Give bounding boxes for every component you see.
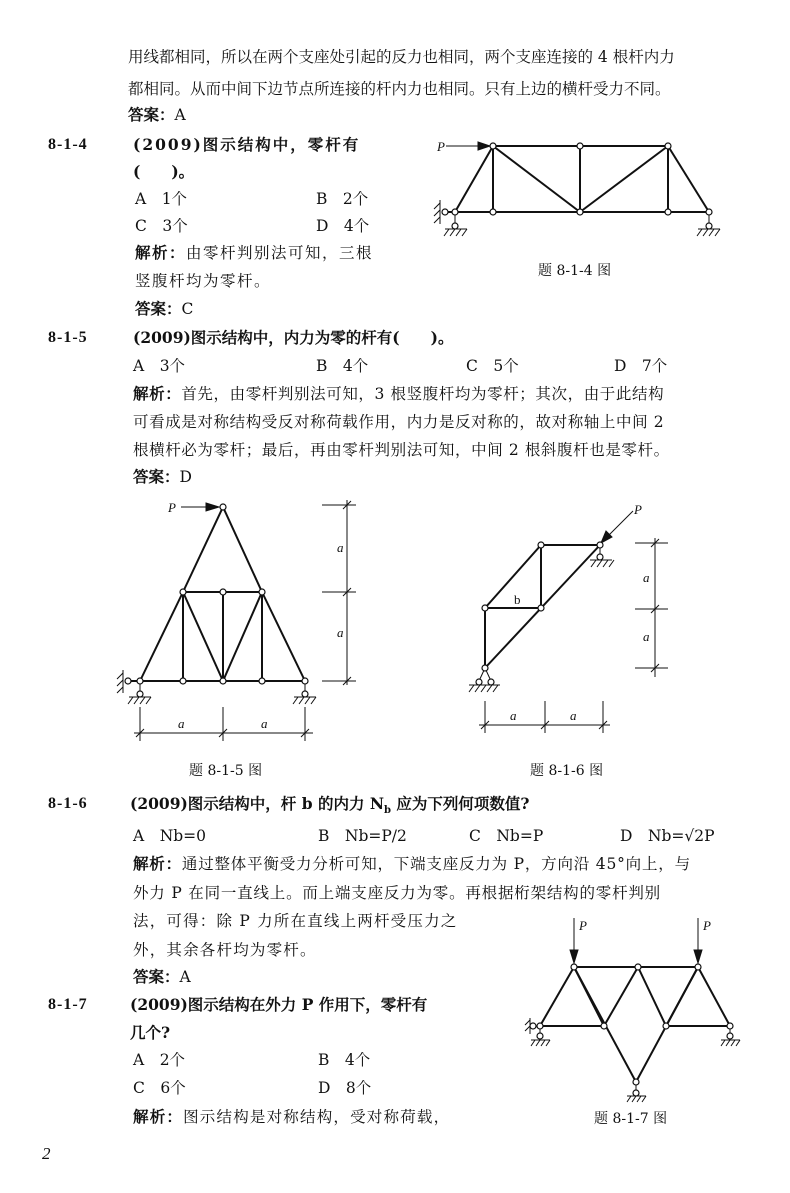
figure-caption: 题 8-1-6 图 [530, 763, 604, 779]
answer-value: D [179, 468, 192, 486]
analysis-label: 解析： [133, 1107, 184, 1126]
intro-line-1: 用线都相同，所以在两个支座处引起的反力也相同，两个支座连接的 4 根杆内力 [128, 48, 675, 66]
force-label: P [168, 500, 176, 515]
option-a: A 2个 [133, 1051, 186, 1069]
force-label: P [579, 918, 587, 933]
answer-label: 答案： [133, 467, 180, 486]
dim-label: a [337, 625, 344, 640]
question-number: 8-1-5 [48, 329, 88, 346]
question-stem: (2009)图示结构中，零杆有 [133, 135, 361, 154]
question-number: 8-1-4 [48, 136, 88, 153]
dim-label: a [510, 708, 517, 723]
question-stem: (2009)图示结构中，内力为零的杆有( )。 [133, 328, 454, 347]
option-d: D 8个 [318, 1079, 372, 1097]
stem-text: (2009)图示结构中，杆 b 的内力 N [130, 794, 385, 813]
analysis-line-3: 法，可得：除 P 力所在直线上两杆受压力之 [133, 912, 458, 930]
dim-label: a [178, 716, 185, 731]
force-label: P [703, 918, 711, 933]
page-number: 2 [42, 1144, 51, 1163]
dim-label: a [643, 629, 650, 644]
analysis-text: 由零杆判别法可知，三根 [186, 244, 374, 262]
analysis-label: 解析： [133, 854, 182, 873]
dim-label: a [643, 570, 650, 585]
dim-label: a [570, 708, 577, 723]
option-a: A Nb=0 [133, 827, 207, 845]
answer-label: 答案： [133, 967, 180, 986]
question-number: 8-1-7 [48, 996, 88, 1013]
answer-value: C [181, 300, 194, 318]
option-d: D 4个 [316, 217, 370, 235]
option-c: C 5个 [466, 357, 519, 375]
analysis-text: 图示结构是对称结构，受对称荷载， [183, 1108, 451, 1126]
option-a: A 3个 [133, 357, 186, 375]
stem-subscript: b [384, 805, 392, 817]
analysis-text: 首先，由零杆判别法可知，3 根竖腹杆均为零杆；其次，由于此结构 [181, 385, 665, 403]
question-stem-2: 几个? [130, 1023, 171, 1042]
figure-caption: 题 8-1-7 图 [594, 1111, 668, 1127]
dim-label: a [261, 716, 268, 731]
option-c: C 3个 [135, 217, 188, 235]
force-label: P [437, 139, 445, 154]
question-number: 8-1-6 [48, 795, 88, 812]
option-b: B 2个 [316, 190, 369, 208]
answer-label: 答案： [135, 299, 182, 318]
option-c: C Nb=P [469, 827, 544, 845]
figure-caption: 题 8-1-4 图 [538, 263, 612, 279]
question-stem: (2009)图示结构在外力 P 作用下，零杆有 [130, 995, 428, 1014]
force-label: P [634, 502, 642, 517]
option-d: D Nb=√2P [620, 827, 715, 845]
analysis-line-2: 竖腹杆均为零杆。 [135, 272, 272, 290]
stem-end: 应为下列何项数值? [391, 794, 530, 813]
option-b: B 4个 [316, 357, 369, 375]
question-stem-2: ( )。 [133, 162, 195, 181]
analysis-label: 解析： [133, 384, 182, 403]
option-b: B 4个 [318, 1051, 371, 1069]
option-d: D 7个 [614, 357, 668, 375]
answer-value: A [174, 106, 186, 124]
analysis-line-2: 外力 P 在同一直线上。而上端支座反力为零。再根据桁架结构的零杆判别 [133, 884, 661, 902]
analysis-line-3: 根横杆必为零杆；最后，再由零杆判别法可知，中间 2 根斜腹杆也是零杆。 [133, 441, 670, 459]
answer-value: A [179, 968, 191, 986]
option-b: B Nb=P/2 [318, 827, 407, 845]
option-c: C 6个 [133, 1079, 186, 1097]
analysis-text: 通过整体平衡受力分析可知，下端支座反力为 P，方向沿 45°向上，与 [181, 855, 691, 873]
dim-label: a [337, 540, 344, 555]
answer-label: 答案： [128, 105, 175, 124]
member-label: b [514, 592, 521, 607]
option-a: A 1个 [135, 190, 188, 208]
analysis-line-4: 外，其余各杆均为零杆。 [133, 941, 317, 959]
intro-line-2: 都相同。从而中间下边节点所连接的杆内力也相同。只有上边的横杆受力不同。 [128, 80, 671, 98]
figure-caption: 题 8-1-5 图 [189, 763, 263, 779]
analysis-label: 解析： [135, 243, 187, 262]
analysis-line-2: 可看成是对称结构受反对称荷载作用，内力是反对称的，故对称轴上中间 2 [133, 413, 665, 431]
